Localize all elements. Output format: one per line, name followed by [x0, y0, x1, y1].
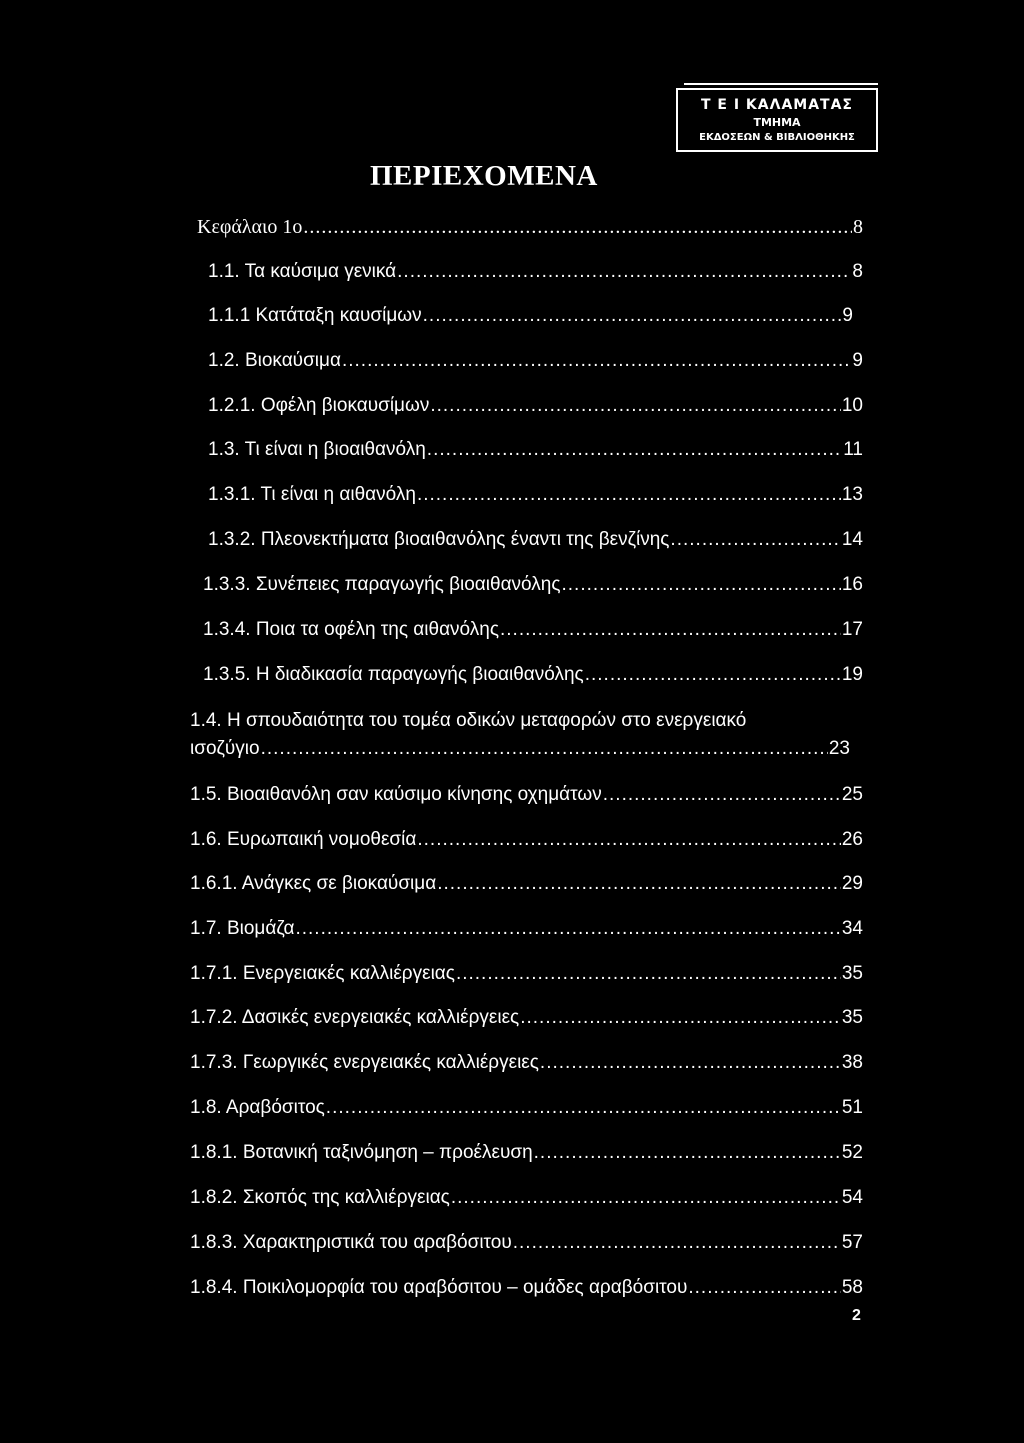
toc-entry-label: Κεφάλαιο 1ο: [197, 216, 303, 238]
toc-entry-page: 19: [841, 664, 863, 685]
toc-leader-dots: [603, 782, 841, 808]
toc-entry-label: 1.1. Τα καύσιμα γενικά: [208, 261, 397, 282]
toc-entry-page: 13: [841, 484, 863, 505]
toc-entry-page: 16: [841, 574, 863, 595]
toc-leader-dots: [261, 736, 828, 762]
stamp-top-line: [684, 83, 878, 85]
toc-leader-dots: [427, 437, 842, 463]
toc-entry-page: 26: [841, 829, 863, 850]
toc-entry[interactable]: [208, 527, 863, 553]
toc-entry-page: 34: [841, 918, 863, 939]
toc-entry[interactable]: [203, 572, 863, 598]
toc-entry[interactable]: [190, 1140, 863, 1166]
toc-entry[interactable]: [190, 827, 863, 853]
toc-entry-label: 1.6. Ευρωπαική νομοθεσία: [190, 829, 417, 850]
toc-entry-label: 1.1.1 Κατάταξη καυσίμων: [208, 305, 422, 326]
toc-leader-dots: [500, 617, 841, 643]
toc-entry-page: 9: [842, 305, 853, 326]
toc-entry-label: 1.7.3. Γεωργικές ενεργειακές καλλιέργειες: [190, 1052, 539, 1073]
toc-leader-dots: [513, 1230, 841, 1256]
toc-entry-label: 1.3.2. Πλεονεκτήματα βιοαιθανόλης έναντι της βενζίνης: [208, 529, 670, 550]
toc-entry-page: 25: [841, 784, 863, 805]
toc-entry[interactable]: [197, 214, 863, 240]
library-stamp: [676, 88, 878, 152]
toc-leader-dots: [303, 214, 852, 240]
toc-entry[interactable]: [208, 482, 863, 508]
stamp-line-3: ΕΚΔΟΣΕΩΝ & ΒΙΒΛΙΟΘΗΚΗΣ: [699, 132, 855, 143]
toc-entry-label: 1.6.1. Ανάγκες σε βιοκαύσιμα: [190, 873, 437, 894]
toc-entry-label: 1.3.5. Η διαδικασία παραγωγής βιοαιθανόλης: [203, 664, 584, 685]
toc-entry-label: 1.5. Βιοαιθανόλη σαν καύσιμο κίνησης οχημάτων: [190, 784, 602, 805]
toc-leader-dots: [437, 871, 841, 897]
toc-entry-page: 8: [852, 261, 863, 282]
toc-entry-label: 1.2. Βιοκαύσιμα: [208, 350, 341, 371]
toc-leader-dots: [295, 916, 840, 942]
toc-entry-label: 1.3.4. Ποια τα οφέλη της αιθανόλης: [203, 619, 499, 640]
toc-entry-label: 1.8. Αραβόσιτος: [190, 1097, 325, 1118]
toc-entry[interactable]: [208, 303, 853, 329]
toc-entry[interactable]: [190, 871, 863, 897]
toc-leader-dots: [670, 527, 840, 553]
toc-entry[interactable]: [208, 437, 863, 463]
toc-entry-label: 1.7.1. Ενεργειακές καλλιέργειας: [190, 963, 455, 984]
toc-entry-label: 1.8.2. Σκοπός της καλλιέργειας: [190, 1187, 450, 1208]
stamp-line-2: ΤΜΗΜΑ: [753, 116, 801, 129]
toc-entry-page: 57: [841, 1232, 863, 1253]
toc-leader-dots: [561, 572, 840, 598]
toc-entry-page: 52: [841, 1142, 863, 1163]
toc-entry-label: 1.3. Τι είναι η βιοαιθανόλη: [208, 439, 426, 460]
toc-entry-label: 1.8.3. Χαρακτηριστικά του αραβόσιτου: [190, 1232, 512, 1253]
toc-entry[interactable]: [203, 617, 863, 643]
toc-leader-dots: [688, 1275, 841, 1301]
toc-entry-page: 9: [852, 350, 863, 371]
toc-entry[interactable]: [190, 1005, 863, 1031]
toc-entry-label: 1.2.1. Οφέλη βιοκαυσίμων: [208, 395, 430, 416]
toc-entry-page: 14: [841, 529, 863, 550]
toc-entry-page: 11: [843, 439, 863, 460]
page-number: 2: [852, 1307, 861, 1324]
toc-entry-label[interactable]: 1.4. Η σπουδαιότητα του τομέα οδικών μεταφορών στο ενεργειακό: [190, 710, 747, 731]
stamp-line-1: Τ Ε Ι ΚΑΛΑΜΑΤΑΣ: [700, 97, 853, 113]
toc-entry[interactable]: [208, 259, 863, 285]
toc-entry[interactable]: [190, 1050, 863, 1076]
toc-entry[interactable]: [203, 662, 863, 688]
toc-leader-dots: [534, 1140, 841, 1166]
toc-entry-label: 1.7. Βιομάζα: [190, 918, 295, 939]
toc-entry[interactable]: [208, 393, 863, 419]
toc-entry[interactable]: [190, 961, 863, 987]
toc-leader-dots: [451, 1185, 841, 1211]
toc-entry[interactable]: [190, 1095, 863, 1121]
toc-entry-page: 10: [841, 395, 863, 416]
toc-leader-dots: [423, 303, 842, 329]
toc-entry[interactable]: [208, 348, 863, 374]
toc-entry-label: 1.3.3. Συνέπειες παραγωγής βιοαιθανόλης: [203, 574, 561, 595]
toc-leader-dots: [326, 1095, 841, 1121]
toc-leader-dots: [540, 1050, 841, 1076]
toc-entry-page: 29: [841, 873, 863, 894]
toc-leader-dots: [342, 348, 851, 374]
toc-entry[interactable]: [190, 916, 863, 942]
toc-entry-page: 38: [841, 1052, 863, 1073]
toc-entry-page: 17: [841, 619, 863, 640]
toc-entry-page: 58: [841, 1277, 863, 1298]
toc-entry-continuation: ισοζύγιο: [190, 738, 260, 759]
toc-entry[interactable]: [190, 736, 850, 762]
toc-leader-dots: [585, 662, 841, 688]
toc-entry-label: 1.3.1. Τι είναι η αιθανόλη: [208, 484, 416, 505]
toc-entry-page: 8: [853, 216, 863, 238]
toc-entry-page: 51: [841, 1097, 863, 1118]
toc-entry-page: 54: [841, 1187, 863, 1208]
toc-entry-page: 35: [841, 1007, 863, 1028]
toc-entry-label: 1.8.4. Ποικιλομορφία του αραβόσιτου – ομάδες αραβόσιτου: [190, 1277, 688, 1298]
toc-leader-dots: [456, 961, 841, 987]
toc-entry[interactable]: [190, 1185, 863, 1211]
toc-leader-dots: [430, 393, 841, 419]
toc-leader-dots: [397, 259, 851, 285]
toc-entry-label: 1.7.2. Δασικές ενεργειακές καλλιέργειες: [190, 1007, 520, 1028]
toc-entry[interactable]: [190, 782, 863, 808]
page-title: ΠΕΡΙΕΧΟΜΕΝΑ: [370, 160, 598, 192]
toc-entry-label: 1.8.1. Βοτανική ταξινόμηση – προέλευση: [190, 1142, 533, 1163]
toc-entry-page: 35: [841, 963, 863, 984]
toc-leader-dots: [520, 1005, 841, 1031]
toc-leader-dots: [417, 482, 841, 508]
toc-entry[interactable]: [190, 1275, 863, 1301]
toc-entry-page: 23: [828, 738, 850, 759]
toc-entry[interactable]: [190, 1230, 863, 1256]
toc-leader-dots: [417, 827, 841, 853]
